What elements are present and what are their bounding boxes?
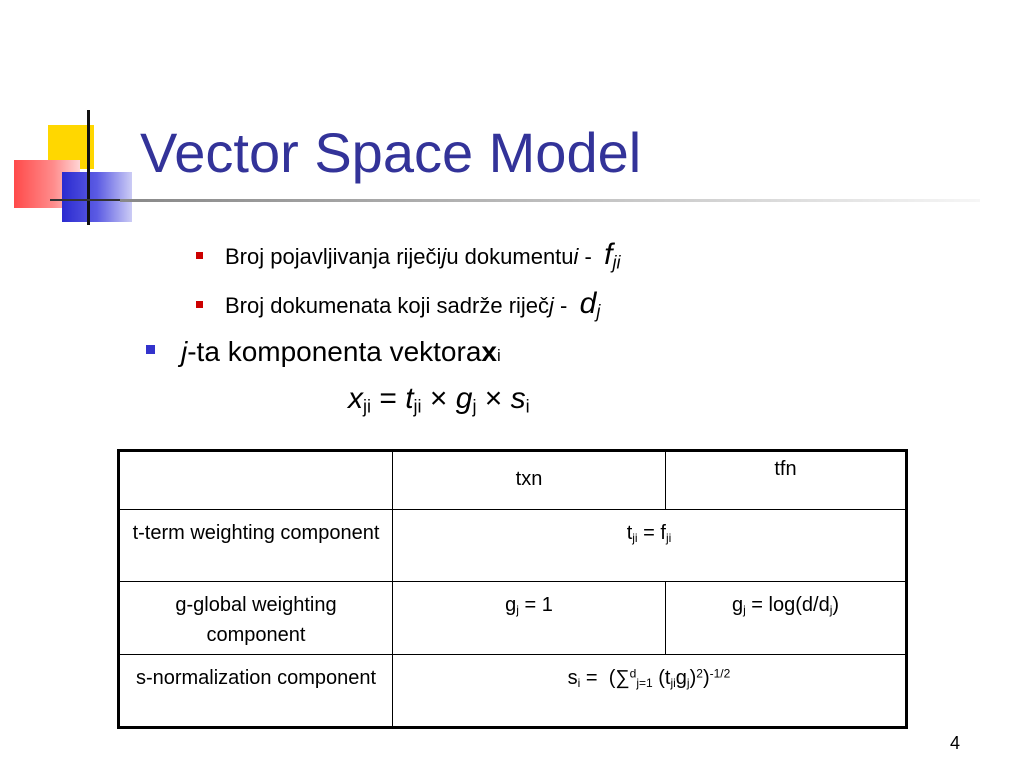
bullet-marker — [196, 301, 203, 308]
logo-blue-square — [62, 172, 132, 222]
bullet-document-frequency — [196, 287, 600, 321]
weighting-table — [119, 451, 906, 727]
header-tfn: tfn — [666, 452, 906, 510]
row-value-txn: $g_j = 1$ — [393, 582, 666, 655]
dash: - — [553, 293, 574, 318]
logo-horizontal-line — [50, 199, 130, 201]
bullet-text: Broj dokumenata koji sadrže riječ — [225, 293, 550, 318]
table-row — [120, 655, 906, 727]
table-row — [120, 582, 906, 655]
row-label: g-global weighting component — [120, 582, 393, 655]
table-row — [120, 510, 906, 582]
bullet-vector-component: j -ta komponenta vektora x i — [146, 336, 501, 368]
dash: - — [578, 244, 598, 269]
bullet-text: -ta komponenta vektora — [187, 336, 482, 367]
var-i: i — [573, 244, 579, 269]
bullet-text-mid: u dokumentu — [446, 244, 574, 269]
var-j: j — [181, 336, 188, 367]
page-number: 4 — [950, 733, 961, 753]
symbol-f: $f_{ji}$ — [604, 238, 621, 273]
table-header-row — [120, 452, 906, 510]
decorative-logo — [0, 0, 160, 240]
bullet-word-frequency — [196, 238, 620, 272]
row-value-tfn: $g_j = \log(d/d_j)$ — [666, 582, 906, 655]
weight-formula: $x_{ji} = t_{ji} \times g_j \times s_i$ — [348, 382, 530, 417]
row-value: $t_{ji} = f_{ji}$ — [393, 510, 906, 582]
bullet-marker — [146, 345, 155, 354]
var-j: j — [549, 293, 554, 318]
header-empty — [120, 452, 393, 510]
logo-vertical-line — [87, 110, 90, 225]
symbol-d: $d_j$ — [579, 287, 601, 322]
title-underline — [120, 199, 980, 202]
vector-x: x — [481, 336, 497, 367]
row-label: t-term weighting component — [120, 510, 393, 582]
row-label: s-normalization component — [120, 655, 393, 727]
slide-title: Vector Space Model — [140, 121, 642, 184]
row-value: $s_i = (\sum^d_{j=1}$ $(t_{ji}g_j)^2)^{-1/2}$ — [393, 655, 906, 727]
header-txn: txn — [393, 452, 666, 510]
var-j: j — [441, 244, 447, 269]
bullet-text: Broj pojavljivanja riječi — [225, 244, 442, 269]
bullet-marker — [196, 252, 203, 259]
